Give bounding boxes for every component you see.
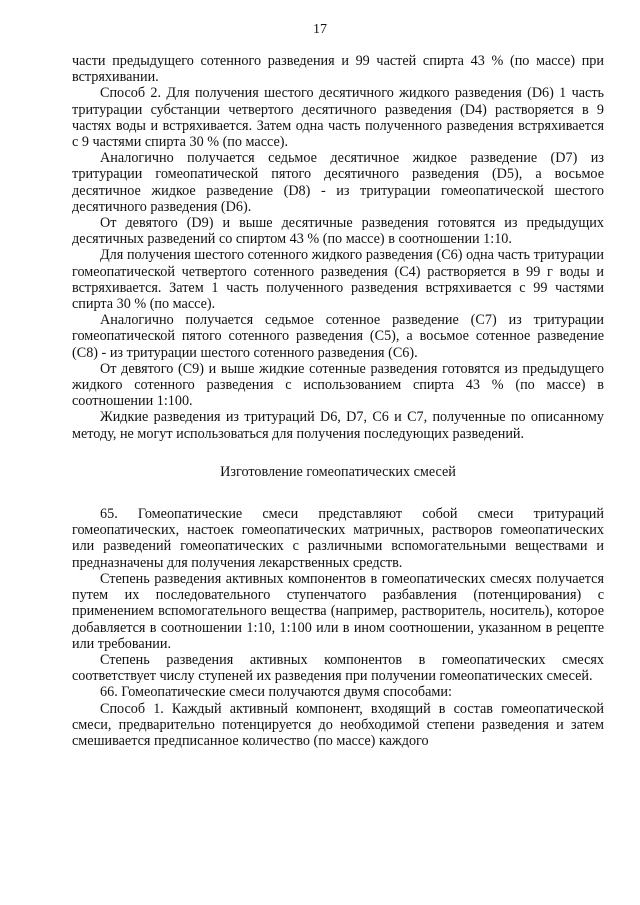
paragraph-66: 66. Гомеопатические смеси получаются двумя способами:	[100, 684, 452, 701]
paragraph-method-2: Способ 2. Для получения шестого десятичного жидкого разведения (D6) 1 часть тритурации субстанции четвертого десятичного разведения (D4) растворяется в 9 частях воды и встряхивается. Затем одна часть полученного разведения встряхивается с 9 частями спирта 30 % (по массе).	[72, 85, 604, 151]
paragraph-continuation: части предыдущего сотенного разведения и 99 частей спирта 43 % (по массе) при встряхивании.	[72, 53, 604, 86]
paragraph-c6: Для получения шестого сотенного жидкого разведения (С6) одна часть тритурации гомеопатической четвертого сотенного разведения (С4) растворяется в 99 г воды и встряхивается. Затем 1 часть полученного разведения встряхивается с 99 частями спирта 30 % (по массе).	[72, 247, 604, 313]
paragraph-method-1: Способ 1. Каждый активный компонент, входящий в состав гомеопатической смеси, предварительно потенцируется до необходимой степени разведения и затем смешивается предписанное количество (по массе) каждого	[72, 700, 604, 749]
section-heading: Изготовление гомеопатических смесей	[220, 463, 456, 480]
paragraph-65: 65. Гомеопатические смеси представляют собой смеси тритураций гомеопатических, настоек гомеопатических матричных, растворов гомеопатических или разведений гомеопатических с различными вспомогательными веществами и предназначены для получения лекарственных средств.	[72, 506, 604, 571]
document-body	[72, 53, 604, 749]
paragraph-c9: От девятого (С9) и выше жидкие сотенные разведения готовятся из предыдущего жидкого сотенного разведения с использованием спирта 43 % (по массе) в соотношении 1:100.	[72, 360, 604, 410]
page-number: 17	[313, 22, 327, 37]
paragraph-liquid-dilutions: Жидкие разведения из тритураций D6, D7, С6 и С7, полученные по описанному методу, не могут использоваться для получения последующих разведений.	[72, 409, 604, 442]
paragraph-d7-d8: Аналогично получается седьмое десятичное жидкое разведение (D7) из тритурации гомеопатической пятого десятичного разведения (D5), а восьмое десятичное жидкое разведение (D8) - из тритурации гомеопатической шестого десятичного разведения (D6).	[72, 150, 604, 215]
paragraph-dilution-steps: Степень разведения активных компонентов в гомеопатических смесях соответствует числу ступеней их разведения при получении гомеопатических смесей.	[72, 651, 604, 685]
paragraph-c7-c8: Аналогично получается седьмое сотенное разведение (С7) из тритурации гомеопатической пятого сотенного разведения (С5), а восьмое сотенное разведение (С8) - из тритурации шестого сотенного разведения (С6).	[72, 312, 604, 361]
paragraph-dilution-degree: Степень разведения активных компонентов в гомеопатических смесях получается путем их последовательного ступенчатого разбавления (потенцирования) с применением вспомогательного вещества (например, растворитель, носитель), которое добавляется в соотношении 1:10, 1:100 или в ином соотношении, указанном в рецепте или требовании.	[72, 570, 604, 652]
paragraph-d9: От девятого (D9) и выше десятичные разведения готовятся из предыдущих десятичных разведений со спиртом 43 % (по массе) в соотношении 1:10.	[72, 215, 604, 248]
